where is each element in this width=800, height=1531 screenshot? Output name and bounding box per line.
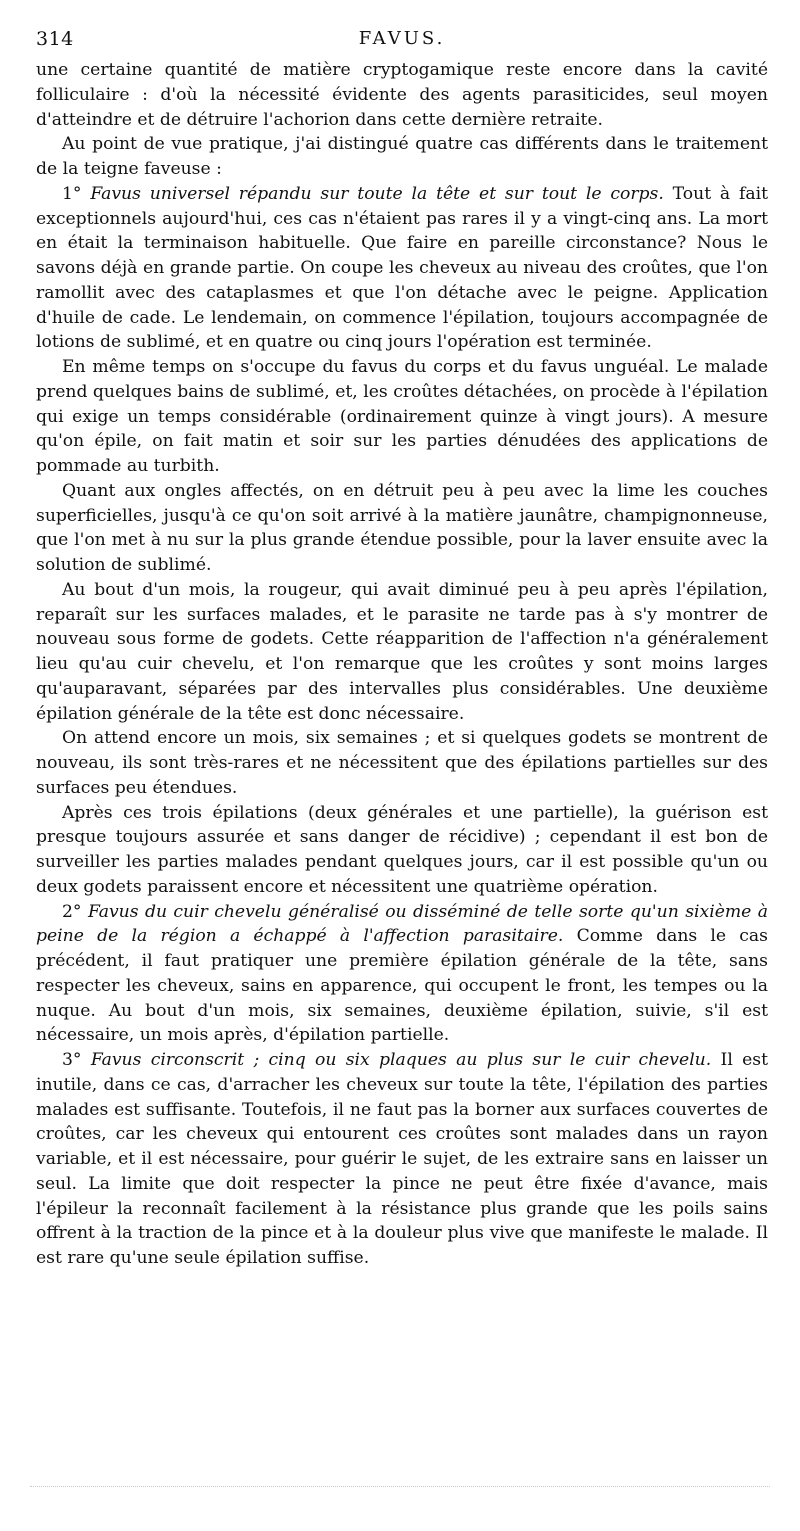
case-heading: Favus circonscrit ; cinq ou six plaques au plus sur le cuir chevelu. xyxy=(90,1050,712,1070)
case-paragraph xyxy=(36,900,768,1049)
page-header xyxy=(36,28,768,54)
running-title: FAVUS. xyxy=(358,28,446,49)
paragraph xyxy=(36,726,768,800)
paragraph-text: Quant aux ongles affectés, on en détruit peu à peu avec la lime les couches superficielles, jusqu'à ce qu'on soit arrivé à la matière jaunâtre, champignonneuse, que l'on met à nu sur la plus grande étendue possible, pour la laver ensuite avec la solution de sublimé. xyxy=(36,480,768,575)
case-number: 3° xyxy=(62,1050,82,1070)
case-number: 1° xyxy=(62,183,82,204)
paragraph xyxy=(36,58,768,132)
paragraph xyxy=(36,355,768,479)
paragraph-text: Au point de vue pratique, j'ai distingué quatre cas différents dans le traitement de la teigne faveuse : xyxy=(36,134,768,179)
paragraph-text: En même temps on s'occupe du favus du corps et du favus unguéal. Le malade prend quelques bains de sublimé, et, les croûtes détachées, on procède à l'épilation qui exige un temps considérable (ordinairement quinze à vingt jours). A mesure qu'on épile, on fait matin et soir sur les parties dénudées des applications de pommade au turbith. xyxy=(36,357,768,476)
paragraph-text: Comme dans le cas précédent, il faut pratiquer une première épilation générale de la tête, sans respecter les cheveux, sains en apparence, qui occupent le front, les tempes ou la nuque. Au bout d'un mois, six semaines, deuxième épilation, suivie, s'il est nécessaire, un mois après, d'épilation partielle. xyxy=(36,926,768,1046)
paragraph xyxy=(36,578,768,727)
page-number: 314 xyxy=(36,28,74,50)
case-heading: Favus du cuir chevelu généralisé ou disséminé de telle sorte qu'un sixième à peine de la région a échappé à l'affection parasitaire. xyxy=(36,901,768,947)
scan-artifact-divider xyxy=(30,1486,770,1489)
book-page xyxy=(36,28,768,1271)
paragraph xyxy=(36,132,768,182)
paragraph-text: Après ces trois épilations (deux générales et une partielle), la guérison est presque toujours assurée et sans danger de récidive) ; cependant il est bon de surveiller les parties malades pendant quelques jours, car il est possible qu'un ou deux godets paraissent encore et nécessitent une quatrième opération. xyxy=(36,802,768,897)
paragraph-text: une certaine quantité de matière cryptogamique reste encore dans la cavité folliculaire : d'où la nécessité évidente des agents parasiticides, seul moyen d'atteindre et de détruire l'achorion dans cette dernière retraite. xyxy=(36,60,768,130)
case-heading: Favus universel répandu sur toute la tête et sur tout le corps. xyxy=(90,183,664,204)
case-paragraph xyxy=(36,1048,768,1271)
paragraph-text: On attend encore un mois, six semaines ; et si quelques godets se montrent de nouveau, ils sont très-rares et ne nécessitent que des épilations partielles sur des surfaces peu étendues. xyxy=(36,728,768,798)
case-number: 2° xyxy=(62,901,82,922)
paragraph-text: Tout à fait exceptionnels aujourd'hui, ces cas n'étaient pas rares il y a vingt-cinq ans. La mort en était la terminaison habituelle. Que faire en pareille circonstance? Nous le savons déjà en grande partie. On coupe les cheveux au niveau des croûtes, que l'on ramollit avec des cataplasmes et que l'on détache avec le peigne. Application d'huile de cade. Le lendemain, on commence l'épilation, toujours accompagnée de lotions de sublimé, et en quatre ou cinq jours l'opération est terminée. xyxy=(36,183,768,353)
body-text xyxy=(36,58,768,1271)
paragraph xyxy=(36,801,768,900)
paragraph-text: Au bout d'un mois, la rougeur, qui avait diminué peu à peu après l'épilation, reparaît sur les surfaces malades, et le parasite ne tarde pas à s'y montrer de nouveau sous forme de godets. Cette réapparition de l'affection n'a généralement lieu qu'au cuir chevelu, et l'on remarque que les croûtes y sont moins larges qu'auparavant, séparées par des intervalles plus considérables. Une deuxième épilation générale de la tête est donc nécessaire. xyxy=(36,579,768,724)
case-paragraph xyxy=(36,182,768,355)
paragraph xyxy=(36,479,768,578)
paragraph-text: Il est inutile, dans ce cas, d'arracher les cheveux sur toute la tête, l'épilation des parties malades est suffisante. Toutefois, il ne faut pas la borner aux surfaces couvertes de croûtes, car les cheveux qui entourent ces croûtes sont malades dans un rayon variable, et il est nécessaire, pour guérir le sujet, de les extraire sans en laisser un seul. La limite que doit respecter la pince ne peut être fixée d'avance, mais l'épileur la reconnaît facilement à la résistance plus grande que les poils sains offrent à la traction de la pince et à la douleur plus vive que manifeste le malade. Il est rare qu'une seule épilation suffise. xyxy=(36,1050,769,1268)
